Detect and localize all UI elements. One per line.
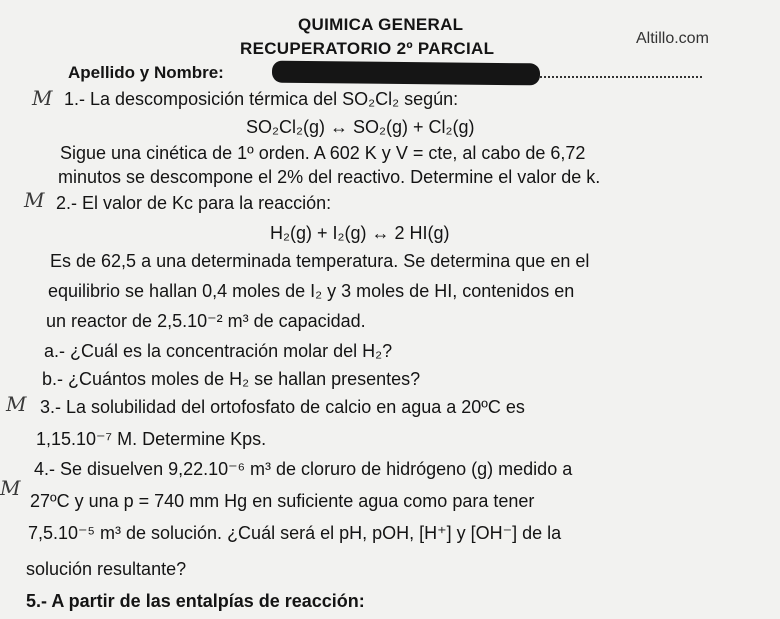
margin-mark-4: M bbox=[0, 476, 21, 500]
watermark: Altillo.com bbox=[636, 30, 709, 47]
q2-line-4: un reactor de 2,5.10⁻² m³ de capacidad. bbox=[46, 311, 366, 331]
exam-title: QUIMICA GENERAL bbox=[298, 15, 464, 34]
margin-mark-2: M bbox=[24, 188, 45, 212]
q4-line-4: solución resultante? bbox=[26, 559, 187, 579]
q4-statement: 4.- Se disuelven 9,22.10⁻⁶ m³ de cloruro de hidrógeno (g) medido a bbox=[34, 459, 573, 479]
q1-line-2: Sigue una cinética de 1º orden. A 602 K y V = cte, al cabo de 6,72 bbox=[60, 143, 586, 163]
margin-mark-1: M bbox=[32, 86, 53, 110]
q4-line-2: 27ºC y una p = 740 mm Hg en suficiente agua como para tener bbox=[30, 491, 535, 511]
name-dotted-line bbox=[540, 76, 702, 78]
q3-statement: 3.- La solubilidad del ortofosfato de calcio en agua a 20ºC es bbox=[40, 397, 525, 417]
q3-line-2: 1,15.10⁻⁷ M. Determine Kps. bbox=[36, 429, 267, 449]
q2-statement: 2.- El valor de Kc para la reacción: bbox=[56, 193, 332, 213]
q1-statement: 1.- La descomposición térmica del SO₂Cl₂ según: bbox=[64, 89, 459, 109]
q2-line-2: Es de 62,5 a una determinada temperatura. Se determina que en el bbox=[50, 251, 590, 271]
q2-part-a: a.- ¿Cuál es la concentración molar del H₂? bbox=[44, 341, 393, 361]
name-label: Apellido y Nombre: bbox=[68, 63, 224, 82]
q2-equation: H₂(g) + I₂(g) ↔ 2 HI(g) bbox=[270, 223, 450, 243]
q2-line-3: equilibrio se hallan 0,4 moles de I₂ y 3 moles de HI, contenidos en bbox=[48, 281, 575, 301]
q1-equation: SO₂Cl₂(g) ↔ SO₂(g) + Cl₂(g) bbox=[246, 117, 475, 137]
exam-subtitle: RECUPERATORIO 2º PARCIAL bbox=[240, 39, 495, 58]
redacted-name bbox=[272, 61, 540, 86]
margin-mark-3: M bbox=[6, 392, 27, 416]
q2-part-b: b.- ¿Cuántos moles de H₂ se hallan presentes? bbox=[42, 369, 421, 389]
q4-line-3: 7,5.10⁻⁵ m³ de solución. ¿Cuál será el pH, pOH, [H⁺] y [OH⁻] de la bbox=[28, 523, 562, 543]
q5-statement: 5.- A partir de las entalpías de reacción: bbox=[26, 591, 365, 611]
q1-line-3: minutos se descompone el 2% del reactivo. Determine el valor de k. bbox=[58, 167, 601, 187]
